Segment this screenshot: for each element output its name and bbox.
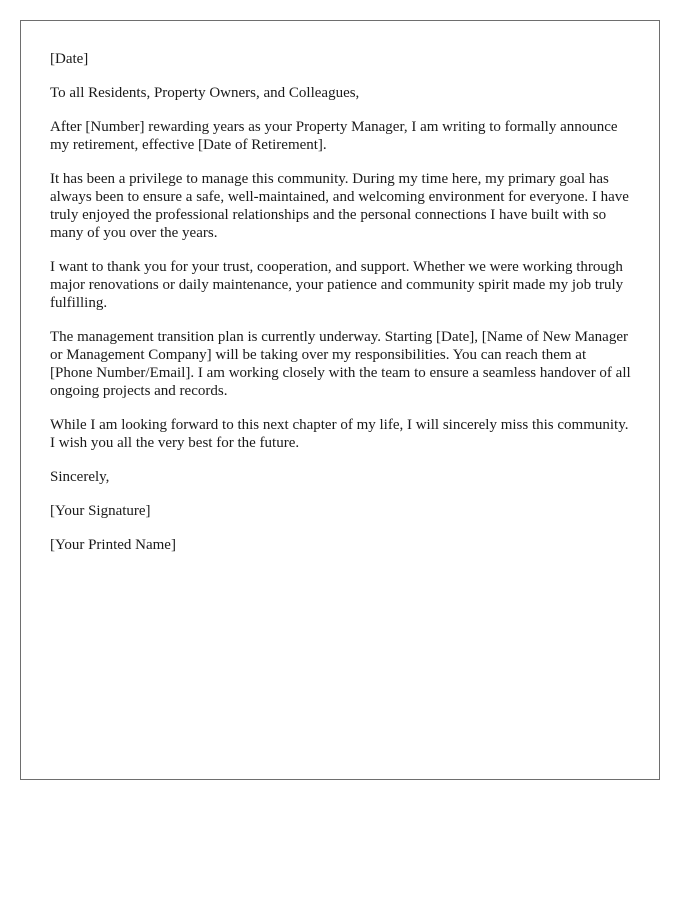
- letter-salutation: To all Residents, Property Owners, and Colleagues,: [50, 85, 360, 101]
- retirement-letter: [20, 20, 660, 780]
- letter-paragraph: After [Number] rewarding years as your Property Manager, I am writing to formally announce my retirement, effective [Date of Retirement].: [50, 119, 618, 153]
- letter-printed-name: [Your Printed Name]: [50, 537, 176, 553]
- letter-paragraph: I want to thank you for your trust, cooperation, and support. Whether we were working through major renovations or daily maintenance, your patience and community spirit made my job truly fulfilling.: [50, 259, 624, 311]
- letter-paragraph: While I am looking forward to this next chapter of my life, I will sincerely miss this community. I wish you all the very best for the future.: [50, 417, 629, 451]
- letter-closing: Sincerely,: [50, 469, 110, 485]
- letter-date: [Date]: [50, 51, 89, 67]
- letter-paragraph: It has been a privilege to manage this community. During my time here, my primary goal has always been to ensure a safe, well-maintained, and welcoming environment for everyone. I have truly enjoyed the professional relationships and the personal connections I have built with so many of you over the years.: [50, 171, 629, 241]
- letter-paragraph: The management transition plan is currently underway. Starting [Date], [Name of New Manager or Management Company] will be taking over my responsibilities. You can reach them at [Phone Number/Email]. I am working closely with the team to ensure a seamless handover of all ongoing projects and records.: [50, 329, 631, 399]
- letter-signature: [Your Signature]: [50, 503, 151, 519]
